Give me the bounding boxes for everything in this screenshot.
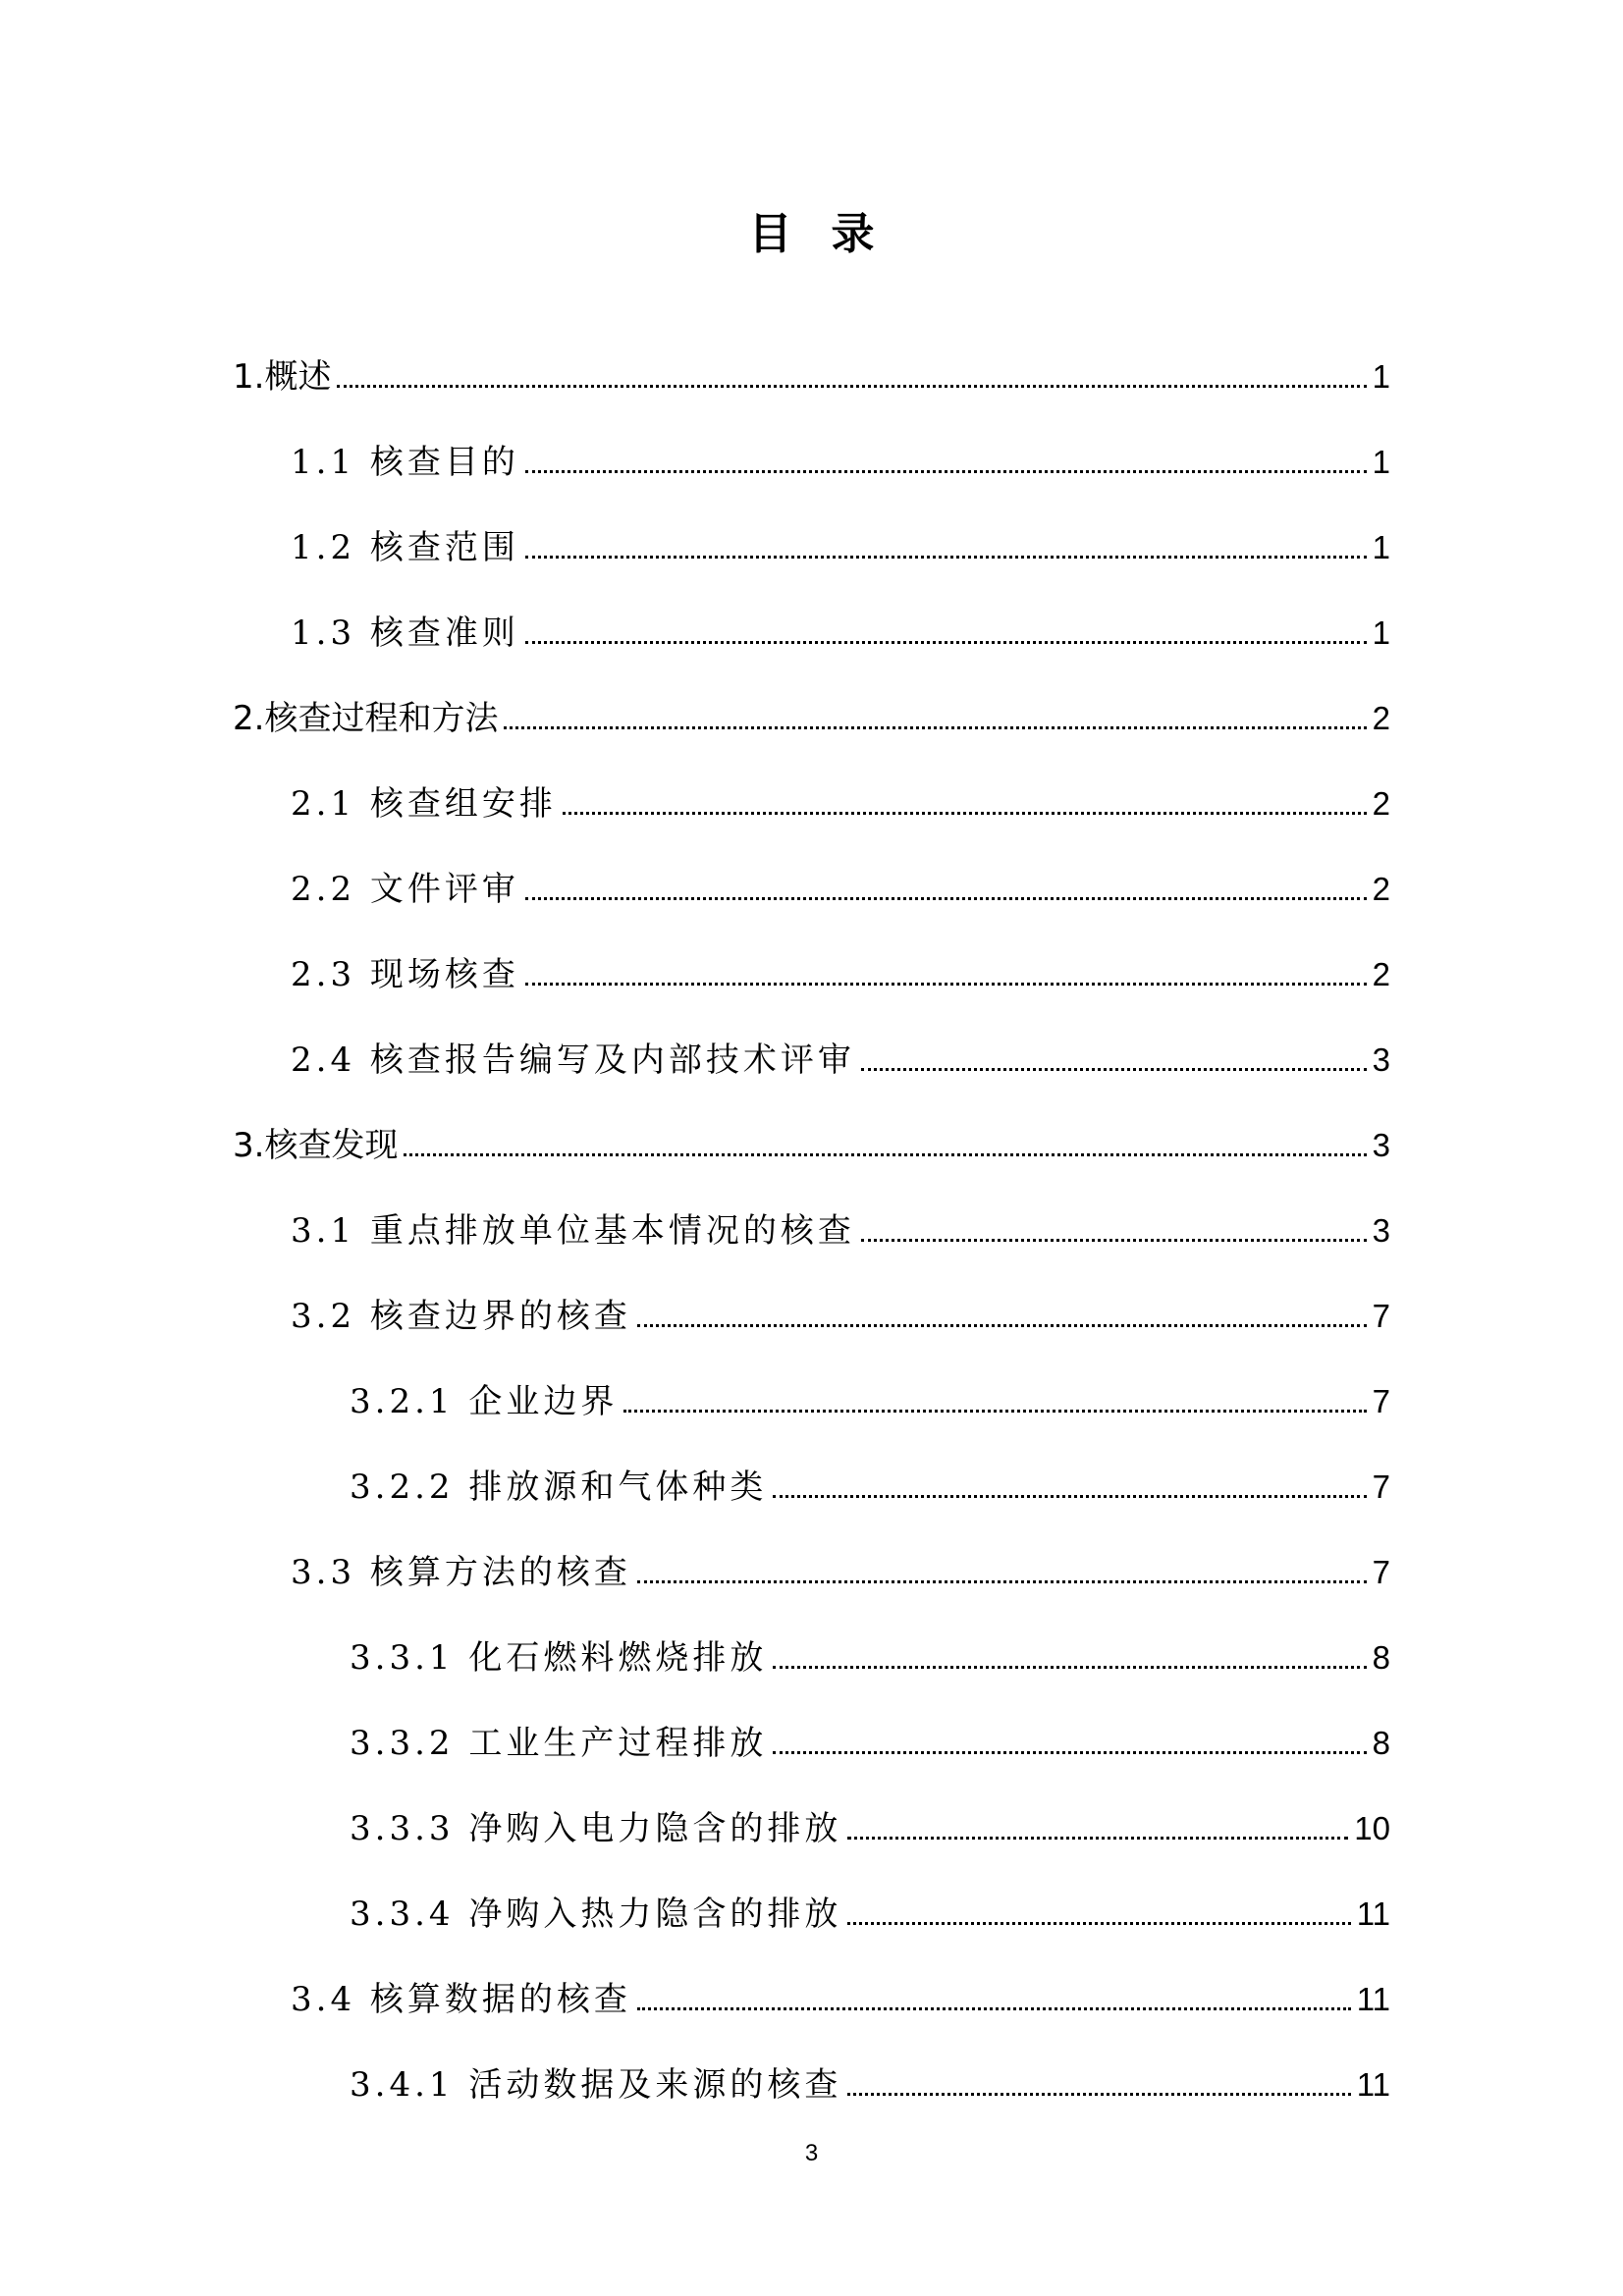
toc-entry-label: 3.3.3 净购入电力隐含的排放: [350, 1809, 842, 1848]
toc-entry-label: 1.3 核查准则: [291, 614, 519, 653]
dot-leader: [623, 1410, 1366, 1413]
toc-entry[interactable]: [233, 685, 1390, 740]
dot-leader: [637, 1324, 1367, 1327]
toc-entry[interactable]: [350, 1454, 1390, 1509]
toc-entry[interactable]: [291, 1027, 1390, 1082]
toc-entry[interactable]: [291, 1966, 1390, 2021]
dot-leader: [773, 1751, 1366, 1754]
dot-leader: [563, 812, 1367, 815]
toc-entry[interactable]: [233, 1112, 1390, 1167]
dot-leader: [525, 641, 1367, 644]
toc-entry-page: 8: [1372, 1725, 1390, 1761]
toc-entry-label: 2.3 现场核查: [291, 955, 519, 994]
toc-entry-page: 3: [1372, 1127, 1390, 1163]
dot-leader: [861, 1239, 1367, 1242]
toc-entry-label: 3.3 核算方法的核查: [291, 1553, 631, 1592]
toc-entry-page: 1: [1372, 614, 1390, 651]
toc-entry-page: 2: [1372, 871, 1390, 907]
toc-entry-page: 7: [1372, 1468, 1390, 1505]
toc-entry-page: 1: [1372, 358, 1390, 395]
toc-entry-page: 1: [1372, 529, 1390, 565]
dot-leader: [525, 983, 1367, 986]
toc-entry[interactable]: [350, 1710, 1390, 1765]
page-number: 3: [804, 2140, 819, 2166]
toc-title: 目录: [748, 209, 914, 259]
toc-entry[interactable]: [291, 600, 1390, 655]
toc-entry-label: 3.核查发现: [233, 1126, 399, 1165]
toc-entry-label: 2.4 核查报告编写及内部技术评审: [291, 1041, 855, 1080]
toc-entry-label: 3.3.4 净购入热力隐含的排放: [350, 1895, 842, 1934]
toc-entry-label: 1.2 核查范围: [291, 528, 519, 567]
toc-entry-label: 3.2 核查边界的核查: [291, 1297, 631, 1336]
dot-leader: [773, 1666, 1366, 1669]
toc-entry[interactable]: [291, 941, 1390, 996]
toc-entry[interactable]: [291, 1539, 1390, 1594]
toc-entry[interactable]: [291, 514, 1390, 569]
toc-entry-label: 1.概述: [233, 357, 332, 397]
toc-entry-page: 2: [1372, 956, 1390, 992]
toc-entry[interactable]: [350, 1795, 1390, 1850]
toc-entry-page: 2: [1372, 700, 1390, 736]
toc-entry-label: 3.3.2 工业生产过程排放: [350, 1724, 768, 1763]
toc-entry-page: 7: [1372, 1554, 1390, 1590]
toc-entry[interactable]: [291, 1198, 1390, 1253]
dot-leader: [504, 726, 1366, 729]
toc-entry-label: 2.2 文件评审: [291, 870, 519, 909]
toc-entry[interactable]: [233, 344, 1390, 399]
toc-entry-label: 3.3.1 化石燃料燃烧排放: [350, 1638, 768, 1678]
toc-entry[interactable]: [350, 1881, 1390, 1936]
dot-leader: [847, 1922, 1350, 1925]
toc-entry[interactable]: [291, 429, 1390, 484]
dot-leader: [525, 556, 1367, 559]
toc-entry-label: 2.核查过程和方法: [233, 699, 499, 738]
toc-entry-label: 3.4.1 活动数据及来源的核查: [350, 2065, 842, 2105]
dot-leader: [847, 1837, 1348, 1840]
toc-entry-label: 3.2.1 企业边界: [350, 1382, 619, 1421]
dot-leader: [404, 1153, 1366, 1156]
dot-leader: [773, 1495, 1366, 1498]
toc-entry[interactable]: [350, 1625, 1390, 1680]
toc-entry-page: 11: [1356, 2066, 1390, 2103]
toc-entry[interactable]: [291, 856, 1390, 911]
dot-leader: [637, 1580, 1367, 1583]
toc-entry-label: 3.4 核算数据的核查: [291, 1980, 631, 2019]
toc-entry-page: 1: [1372, 444, 1390, 480]
toc-entry-page: 2: [1372, 785, 1390, 822]
toc-entry-page: 7: [1372, 1383, 1390, 1419]
toc-entry-page: 11: [1356, 1981, 1390, 2017]
toc-entry-page: 3: [1372, 1041, 1390, 1078]
dot-leader: [525, 470, 1367, 473]
toc-entry[interactable]: [291, 1283, 1390, 1338]
dot-leader: [861, 1068, 1367, 1071]
toc-entry[interactable]: [291, 771, 1390, 826]
dot-leader: [847, 2093, 1350, 2096]
dot-leader: [525, 897, 1367, 900]
toc-entry[interactable]: [350, 2052, 1390, 2107]
toc-entry-label: 1.1 核查目的: [291, 443, 519, 482]
toc-entry-label: 3.1 重点排放单位基本情况的核查: [291, 1211, 855, 1251]
toc-entry-label: 2.1 核查组安排: [291, 784, 557, 824]
dot-leader: [637, 2007, 1351, 2010]
toc-entry-label: 3.2.2 排放源和气体种类: [350, 1468, 768, 1507]
toc-entry-page: 8: [1372, 1639, 1390, 1676]
dot-leader: [337, 385, 1366, 388]
toc-entry-page: 10: [1354, 1810, 1390, 1846]
toc-entry[interactable]: [350, 1368, 1390, 1423]
toc-entry-page: 7: [1372, 1298, 1390, 1334]
toc-entry-page: 3: [1372, 1212, 1390, 1249]
toc-entry-page: 11: [1356, 1896, 1390, 1932]
